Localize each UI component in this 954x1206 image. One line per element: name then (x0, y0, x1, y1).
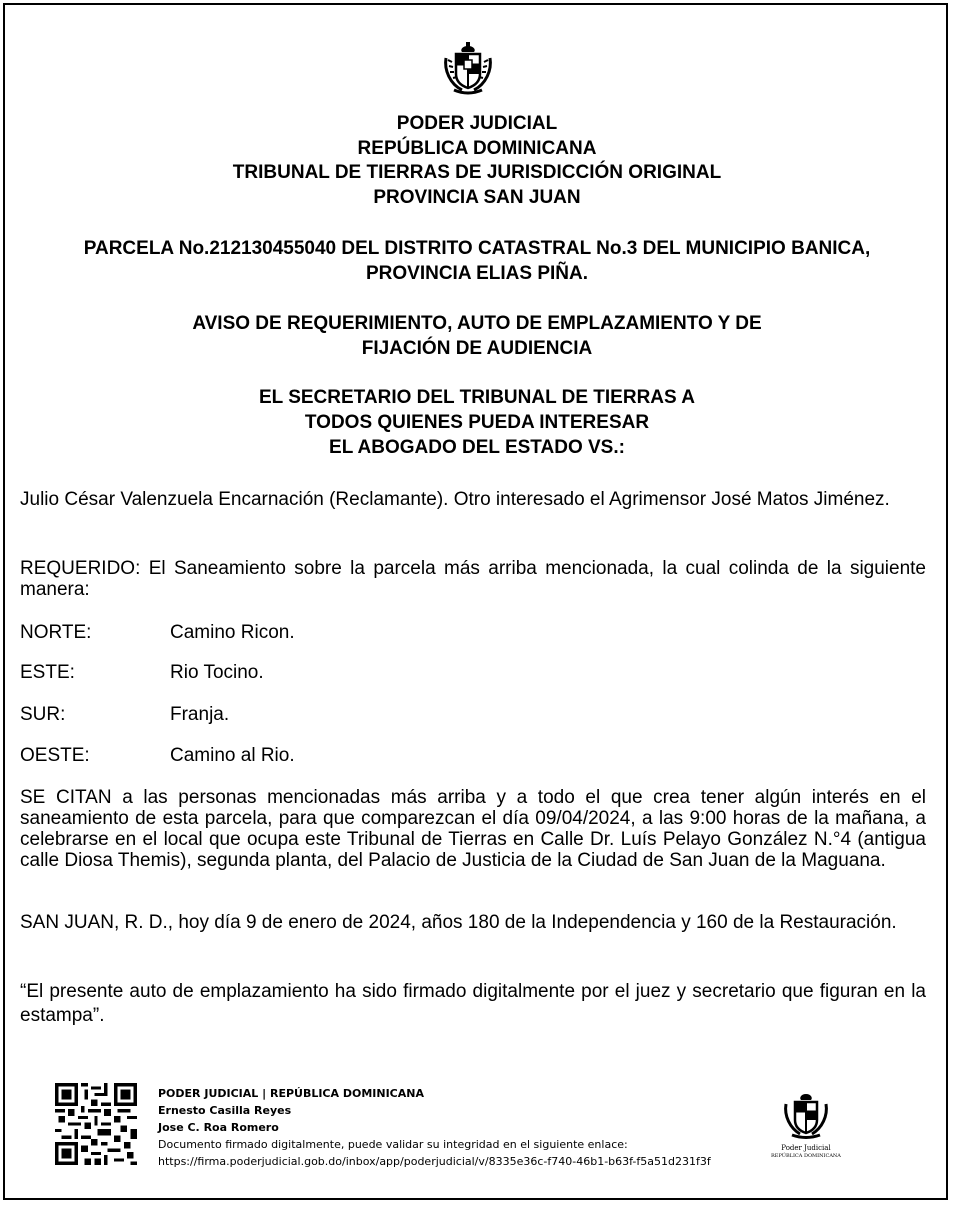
signature-note: Documento firmado digitalmente, puede validar su integridad en el siguiente enlace: (158, 1138, 628, 1151)
paragraph-citacion: SE CITAN a las personas mencionadas más arriba y a todo el que crea tener algún interés en el saneamiento de esta parcela, para que comparezcan el día 09/04/2024, a las 9:00 horas de la mañana, a celebrarse en el local que ocupa este Tribunal de Tierras en Calle Dr. Luís Pelayo González N.°4 (antigua calle Diosa Themis), segunda planta, del Palacio de Justicia de la Ciudad de San Juan de la Maguana. (20, 787, 926, 871)
lindero-norte (20, 622, 295, 643)
lindero-label: OESTE: (20, 745, 90, 766)
poder-judicial-logo-icon (778, 1090, 834, 1140)
aviso-line-2: FIJACIÓN DE AUDIENCIA (361, 338, 593, 359)
secretario-line-3: EL ABOGADO DEL ESTADO VS.: (329, 437, 625, 458)
lindero-value: Franja. (170, 704, 230, 725)
secretario-line-2: TODOS QUIENES PUEDA INTERESAR (304, 412, 650, 433)
header-line-provincia: PROVINCIA SAN JUAN (373, 187, 581, 208)
header-line-republica: REPÚBLICA DOMINICANA (357, 138, 597, 159)
signature-signer-1: Ernesto Casilla Reyes (158, 1104, 292, 1117)
lindero-label: ESTE: (20, 662, 75, 683)
lindero-value: Rio Tocino. (170, 662, 264, 683)
footer-logo-line-2: REPÚBLICA DOMINICANA (771, 1153, 841, 1159)
lindero-este (20, 662, 264, 683)
paragraph-parties: Julio César Valenzuela Encarnación (Reclamante). Otro interesado el Agrimensor José Matos Jiménez. (20, 489, 890, 510)
parcela-line-2: PROVINCIA ELIAS PIÑA. (365, 263, 589, 284)
parcela-line-1: PARCELA No.212130455040 DEL DISTRITO CATASTRAL No.3 DEL MUNICIPIO BANICA, (83, 238, 871, 259)
lindero-sur (20, 704, 229, 725)
signature-org: PODER JUDICIAL | REPÚBLICA DOMINICANA (158, 1087, 424, 1100)
lindero-oeste (20, 745, 295, 766)
paragraph-fecha: SAN JUAN, R. D., hoy día 9 de enero de 2024, años 180 de la Independencia y 160 de la Restauración. (20, 912, 897, 933)
aviso-line-1: AVISO DE REQUERIMIENTO, AUTO DE EMPLAZAMIENTO Y DE (192, 313, 762, 334)
signature-block (158, 1085, 711, 1170)
signature-link[interactable]: https://firma.poderjudicial.gob.do/inbox/app/poderjudicial/v/8335e36c-f740-46b1-b63f-f5a51d231f3f (158, 1155, 711, 1168)
secretario-line-1: EL SECRETARIO DEL TRIBUNAL DE TIERRAS A (259, 387, 695, 408)
header-line-poder-judicial: PODER JUDICIAL (396, 113, 558, 134)
lindero-label: SUR: (20, 704, 66, 725)
signature-signer-2: Jose C. Roa Romero (158, 1121, 279, 1134)
paragraph-firma-digital: “El presente auto de emplazamiento ha sido firmado digitalmente por el juez y secretario que figuran en la estampa”. (20, 981, 926, 1026)
lindero-value: Camino al Rio. (170, 745, 295, 766)
header-line-tribunal: TRIBUNAL DE TIERRAS DE JURISDICCIÓN ORIGINAL (232, 162, 722, 183)
paragraph-requerido: REQUERIDO: El Saneamiento sobre la parcela más arriba mencionada, la cual colinda de la siguiente manera: (20, 558, 926, 600)
qr-code-icon[interactable] (55, 1083, 137, 1165)
lindero-label: NORTE: (20, 622, 92, 643)
footer-logo-caption (768, 1144, 844, 1160)
lindero-value: Camino Ricon. (170, 622, 295, 643)
footer-logo-line-1: Poder Judicial (781, 1144, 831, 1152)
coat-of-arms-icon (440, 40, 496, 96)
